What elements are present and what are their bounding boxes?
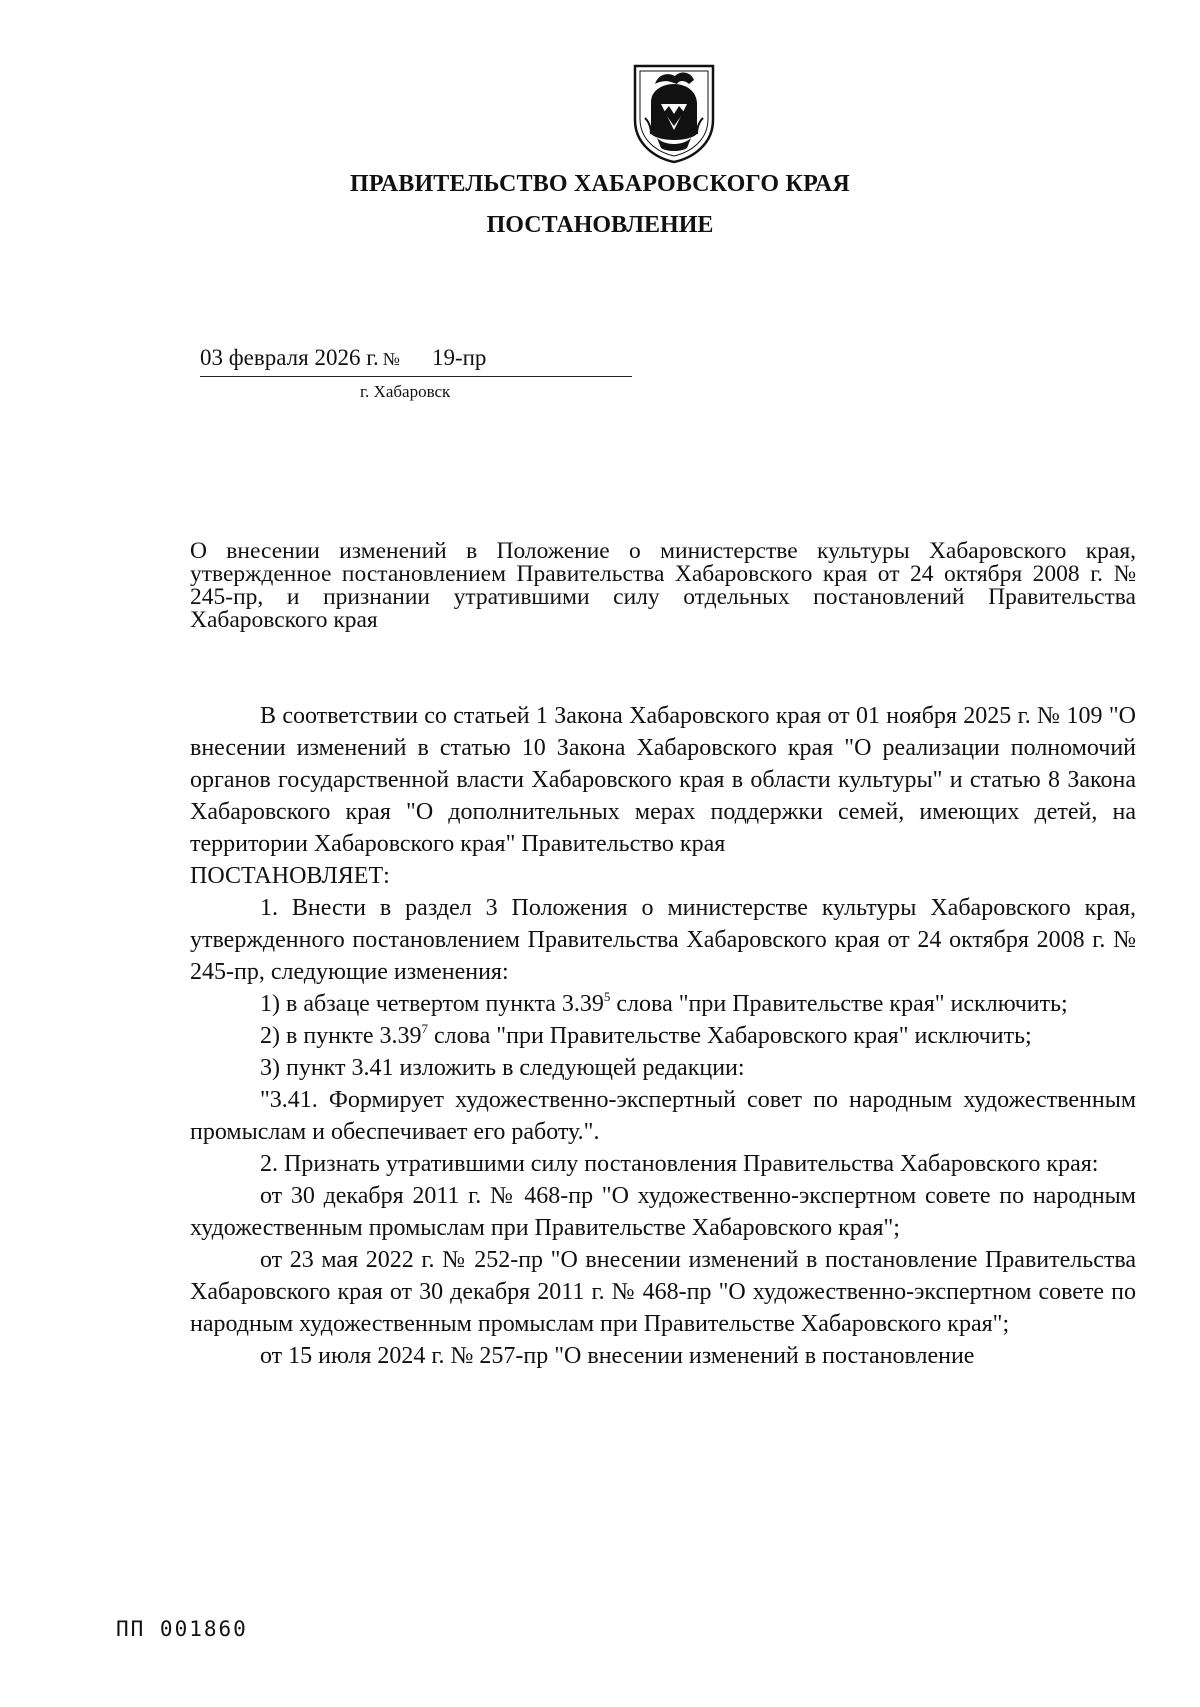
clause-1-item-2: 2) в пункте 3.39$^7$ слова "при Правительстве Хабаровского края" исключить; bbox=[260, 1021, 1032, 1049]
form-serial-code: ПП 001860 bbox=[116, 1617, 248, 1641]
organization-title: ПРАВИТЕЛЬСТВО ХАБАРОВСКОГО КРАЯ bbox=[350, 171, 850, 197]
document-body bbox=[190, 700, 1136, 1372]
superscript: 5 bbox=[603, 989, 611, 1004]
superscript: 7 bbox=[421, 1021, 428, 1036]
clause-2-item-a: от 30 декабря 2011 г. № 468-пр "О художественно-экспертном совете по народным художественным промыслам при Правительстве Хабаровского края"; bbox=[190, 1183, 1136, 1241]
preamble-paragraph: В соответствии со статьей 1 Закона Хабаровского края от 01 ноября 2025 г. № 109 "О внесении изменений в статью 10 Закона Хабаровского края "О реализации полномочий органов государственной власти Хабаровского края в области культуры" и статью 8 Закона Хабаровского края "О дополнительных мерах поддержки семей, имеющих детей, на территории Хабаровского края" Правительство края bbox=[190, 703, 1136, 857]
clause-1-item-3-quote: "3.41. Формирует художественно-экспертный совет по народным художественным промыслам и обеспечивает его работу.". bbox=[190, 1087, 1136, 1145]
clause-2-item-c: от 15 июля 2024 г. № 257-пр "О внесении изменений в постановление bbox=[260, 1343, 975, 1369]
document-city: г. Хабаровск bbox=[360, 382, 451, 401]
document-date-number bbox=[200, 345, 486, 371]
clause-2: 2. Признать утратившими силу постановления Правительства Хабаровского края: bbox=[260, 1151, 1099, 1177]
clause-1-item-3: 3) пункт 3.41 изложить в следующей редакции: bbox=[260, 1055, 745, 1081]
document-subject: О внесении изменений в Положение о министерстве культуры Хабаровского края, утвержденное постановлением Правительства Хабаровского края от 24 октября 2008 г. № 245-пр, и признании утратившими силу отдельных постановлений Правительства Хабаровского края bbox=[190, 538, 1136, 633]
document-date: 03 февраля 2026 г. bbox=[200, 345, 379, 370]
number-sign: № bbox=[382, 349, 400, 369]
clause-1-item-1: 1) в абзаце четвертом пункта 3.39$^5$ слова "при Правительстве края" исключить; bbox=[260, 989, 1068, 1017]
clause-2-item-b: от 23 мая 2022 г. № 252-пр "О внесении изменений в постановление Правительства Хабаровского края от 30 декабря 2011 г. № 468-пр "О художественно-экспертном совете по народным художественным промыслам при Правительстве Хабаровского края"; bbox=[190, 1247, 1136, 1337]
clause-1: 1. Внести в раздел 3 Положения о министерстве культуры Хабаровского края, утвержденного постановлением Правительства Хабаровского края от 24 октября 2008 г. № 245-пр, следующие изменения: bbox=[190, 895, 1136, 985]
decree-word: ПОСТАНОВЛЯЕТ: bbox=[190, 863, 390, 889]
document-number: 19-пр bbox=[431, 345, 487, 370]
date-number-underline bbox=[200, 376, 632, 377]
khabarovsk-coat-of-arms-icon bbox=[631, 62, 717, 164]
document-type: ПОСТАНОВЛЕНИЕ bbox=[486, 212, 714, 238]
